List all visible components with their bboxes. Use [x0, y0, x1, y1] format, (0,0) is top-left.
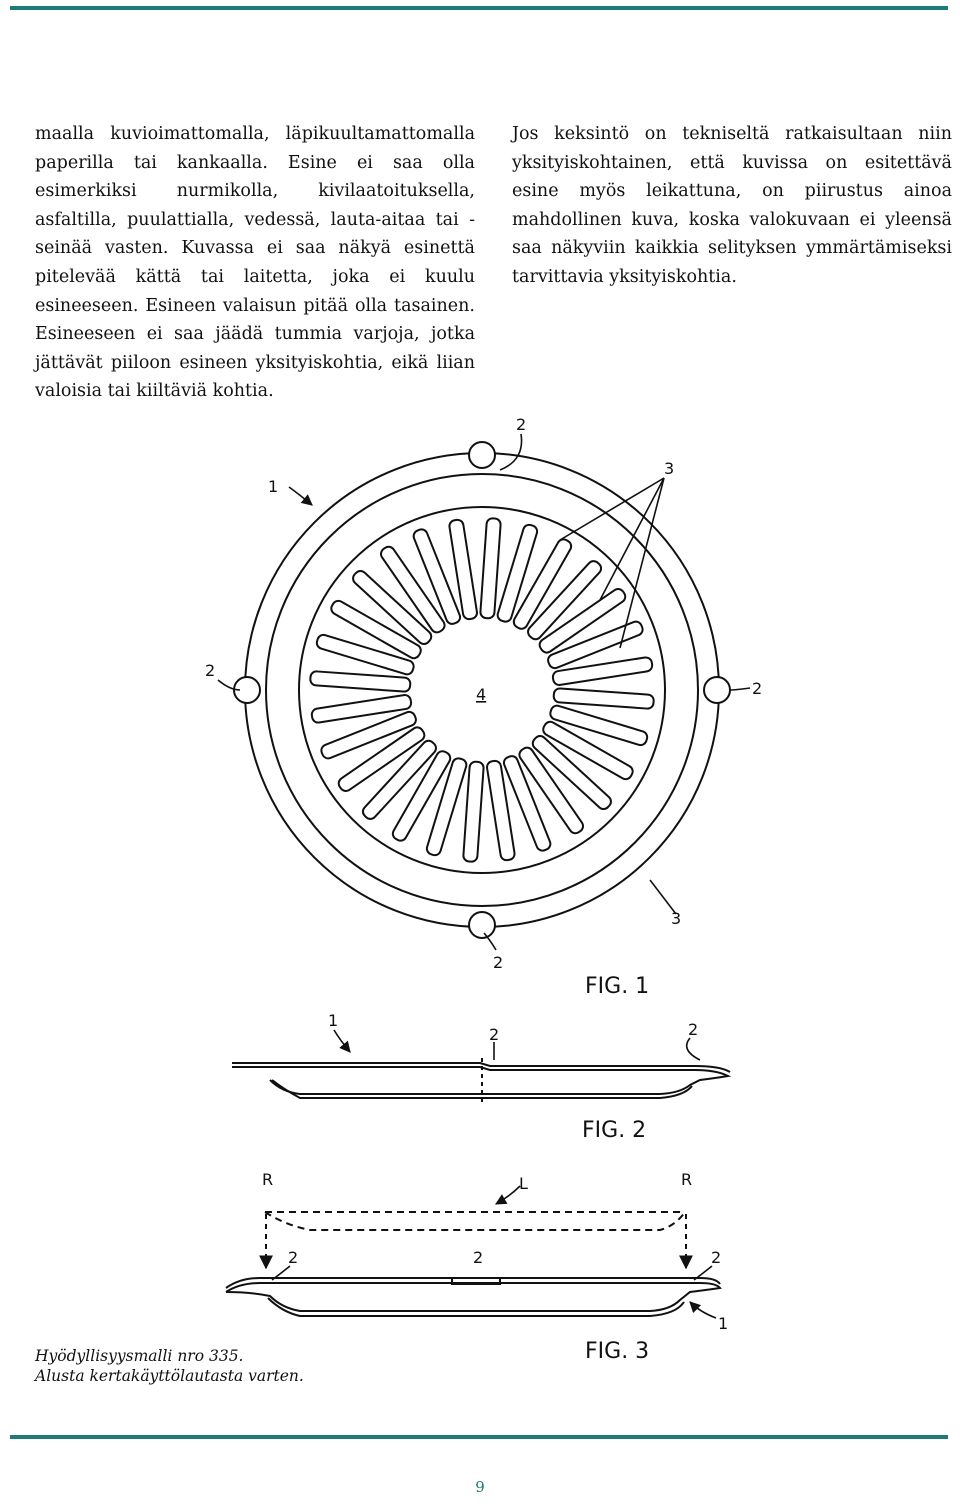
fig1-notch-right	[704, 677, 730, 703]
fig3-ref-2-mid: 2	[473, 1248, 484, 1267]
fig3-ref-L: L	[519, 1174, 528, 1193]
caption-line-1: Hyödyllisyysmalli nro 335.	[35, 1347, 244, 1365]
fig1-ref-2-left: 2	[205, 661, 216, 680]
fig3-leaders	[272, 1186, 716, 1318]
radial-slot	[360, 738, 438, 821]
fig3-ref-R-right: R	[681, 1170, 693, 1189]
radial-slot	[552, 657, 653, 686]
radial-slot	[310, 671, 411, 692]
radial-slot	[311, 694, 412, 723]
bottom-rule	[10, 1435, 948, 1439]
fig1-ref-3-bottom: 3	[671, 909, 682, 928]
figure-caption	[35, 1346, 304, 1386]
fig1-notch-bottom	[469, 912, 495, 938]
fig2-ref-2-right: 2	[688, 1020, 699, 1039]
fig1-ref-2-right: 2	[752, 679, 763, 698]
fig3-ref-1: 1	[718, 1314, 729, 1333]
radial-slot	[425, 757, 467, 857]
fig1-ref-4: 4	[476, 685, 487, 704]
radial-slot	[315, 633, 415, 675]
fig1-ref-2-top: 2	[516, 415, 527, 434]
fig2-ref-1: 1	[328, 1011, 339, 1030]
radial-slot	[549, 704, 649, 746]
fig2-labels	[328, 1011, 698, 1143]
radial-slot	[496, 523, 538, 623]
radial-slot	[480, 518, 501, 619]
fig3-ref-2-left: 2	[288, 1248, 299, 1267]
left-text-column: maalla kuvioimattomalla, läpikuultamattomalla paperilla tai kankaalla. Esine ei saa olla esimerkiksi nurmikolla, kivilaatoituksella, asfaltilla, puulattialla, vedessä, lauta-aitaa tai -seinää vasten. Kuvassa ei saa näkyä esinettä pitelevää kättä tai laitetta, joka ei kuulu esineeseen. Esineen valaisun pitää olla tasainen. Esineeseen ei saa jäädä tummia varjoja, jotka jättävät piiloon esineen yksityiskohtia, eikä liian valoisia tai kiiltäviä kohtia.	[35, 124, 475, 402]
fig1-label: FIG. 1	[585, 974, 650, 999]
fig3-ref-R-left: R	[262, 1170, 274, 1189]
fig1-ref-1: 1	[268, 477, 279, 496]
fig3-label: FIG. 3	[585, 1339, 650, 1364]
page-number: 9	[475, 1478, 485, 1496]
radial-slot	[486, 760, 515, 861]
fig1-notch-top	[469, 442, 495, 468]
caption-line-2: Alusta kertakäyttölautasta varten.	[35, 1367, 304, 1385]
right-text-column: Jos keksintö on tekniseltä ratkaisultaan niin yksityiskohtainen, että kuvissa on esitettävä esine myös leikattuna, on piirustus ainoa mahdollinen kuva, koska valokuvaan ei yleensä saa näkyviin kaikkia selityksen ymmärtämiseksi tarvittavia yksityiskohtia.	[512, 124, 952, 287]
fig3-labels	[262, 1170, 728, 1364]
fig2-leaders	[334, 1030, 700, 1060]
radial-slot	[553, 688, 654, 709]
radial-slot	[449, 519, 478, 620]
radial-slot	[530, 734, 613, 812]
fig2-drawing	[232, 1058, 730, 1106]
fig3-ref-2-right: 2	[711, 1248, 722, 1267]
fig1-ref-2-bottom: 2	[493, 953, 504, 972]
radial-slot	[463, 761, 484, 862]
fig1-ref-3-top: 3	[664, 459, 675, 478]
radial-slot	[526, 559, 604, 642]
fig2-label: FIG. 2	[582, 1118, 647, 1143]
radial-slot	[351, 568, 434, 646]
fig2-ref-2-mid: 2	[489, 1025, 500, 1044]
